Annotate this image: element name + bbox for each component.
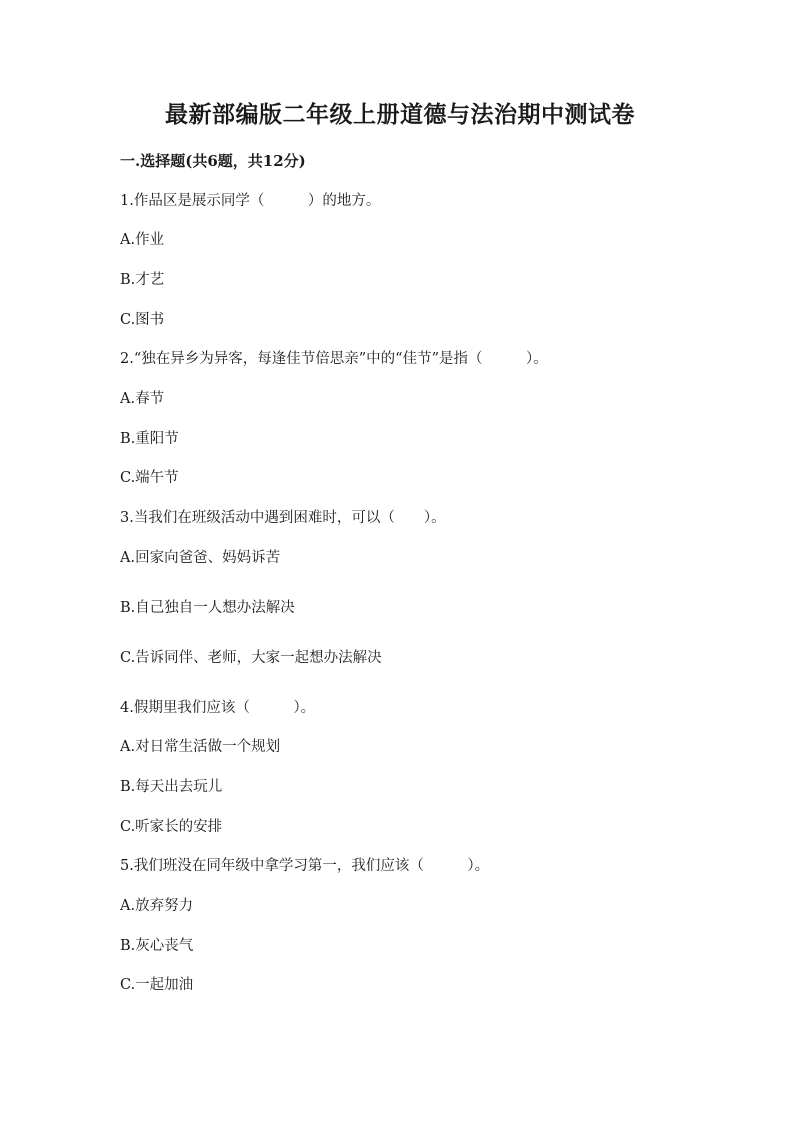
question-4-option-a: A.对日常生活做一个规划 [120,739,281,755]
question-2-option-c: C.端午节 [120,470,179,486]
question-3-option-b: B.自己独自一人想办法解决 [120,600,295,616]
question-5-stem: 5.我们班没在同年级中拿学习第一，我们应该（ ）。 [120,858,490,874]
question-2-option-b: B.重阳节 [120,431,179,447]
question-1-stem: 1.作品区是展示同学（ ）的地方。 [120,193,381,209]
section-heading: 一.选择题(共6题，共12分) [120,152,306,170]
page-title: 最新部编版二年级上册道德与法治期中测试卷 [165,101,635,128]
question-1-option-a: A.作业 [120,232,165,248]
question-4-option-b: B.每天出去玩儿 [120,779,223,795]
question-5-option-b: B.灰心丧气 [120,938,194,954]
question-1-option-c: C.图书 [120,312,165,328]
question-1-option-b: B.才艺 [120,272,165,288]
question-5-option-a: A.放弃努力 [120,898,194,914]
question-2-option-a: A.春节 [120,391,165,407]
question-4-option-c: C.听家长的安排 [120,819,223,835]
question-2-stem: 2.“独在异乡为异客，每逢佳节倍思亲”中的“佳节”是指（ ）。 [120,351,548,367]
question-4-stem: 4.假期里我们应该（ ）。 [120,700,316,716]
question-3-stem: 3.当我们在班级活动中遇到困难时，可以（ ）。 [120,510,446,526]
question-5-option-c: C.一起加油 [120,977,194,993]
question-3-option-a: A.回家向爸爸、妈妈诉苦 [120,550,281,566]
question-3-option-c: C.告诉同伴、老师，大家一起想办法解决 [120,650,382,666]
